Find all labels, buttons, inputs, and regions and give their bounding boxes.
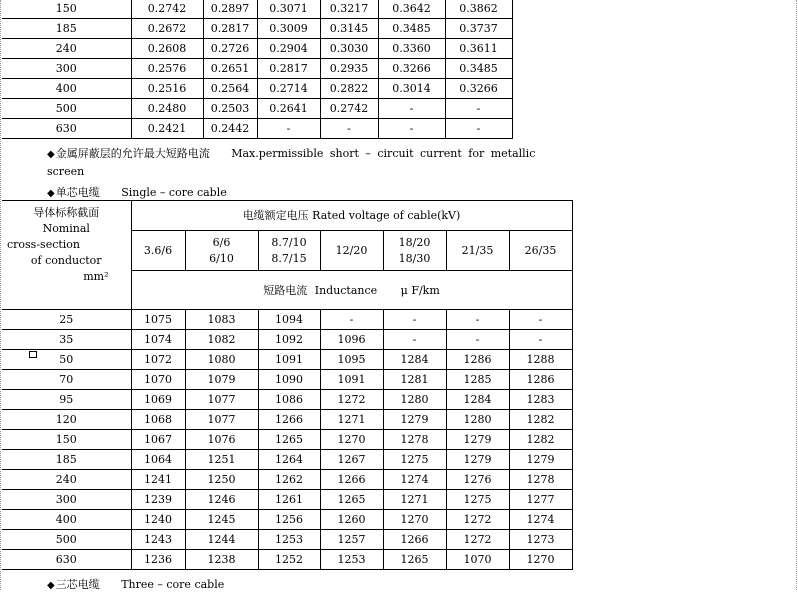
current-value-cell: 1077 [185,410,258,430]
current-value-cell: 1261 [258,490,320,510]
current-value-cell: 1075 [131,310,185,330]
current-value-cell: 1241 [131,470,185,490]
value-cell: 0.2817 [203,19,257,39]
current-value-cell: 1277 [509,490,572,510]
current-value-cell: 1238 [185,550,258,570]
value-cell: - [320,119,378,139]
current-value-cell: - [383,330,446,350]
current-value-cell: 1094 [258,310,320,330]
cross-section-cell: 300 [2,490,131,510]
value-cell: 0.2651 [203,59,257,79]
table-row [2,79,512,99]
value-cell: 0.2822 [320,79,378,99]
current-value-cell: 1283 [509,390,572,410]
table-row [2,370,572,390]
table-row [2,490,572,510]
current-value-cell: 1284 [446,390,509,410]
current-value-cell: 1240 [131,510,185,530]
current-value-cell: 1272 [446,510,509,530]
voltage-label: 6/10 [209,251,234,265]
table-row [2,99,512,119]
note-metallic-screen-zh: 金属屏蔽层的允许最大短路电流 [55,147,210,160]
current-value-cell: 1086 [258,390,320,410]
current-value-cell: 1265 [383,550,446,570]
voltage-header-cell [320,231,383,271]
voltage-label: 6/6 [212,235,231,249]
top-table-body [2,0,512,139]
resistance-table-top [2,0,513,139]
value-cell: 0.3611 [445,39,512,59]
cross-section-cell: 185 [2,450,131,470]
current-value-cell: 1253 [320,550,383,570]
header-inductance-en: Inductance [314,283,378,297]
table-row [2,0,512,19]
cross-section-cell: 630 [2,550,131,570]
current-value-cell: 1279 [446,430,509,450]
value-cell: - [378,119,445,139]
current-value-cell: 1275 [383,450,446,470]
current-value-cell: 1280 [383,390,446,410]
table-row [2,470,572,490]
value-cell: 0.3485 [445,59,512,79]
current-value-cell: 1244 [185,530,258,550]
current-value-cell: 1285 [446,370,509,390]
diamond-bullet-icon: ◆ [47,188,55,199]
cross-section-cell: 240 [2,39,131,59]
header-conductor-en1: Nominal [42,222,90,235]
header-inductance-zh: 短路电流 [263,283,308,297]
cross-section-cell: 500 [2,99,131,119]
current-value-cell: 1266 [320,470,383,490]
cross-section-cell: 185 [2,19,131,39]
cross-section-cell: 70 [2,370,131,390]
current-value-cell: 1274 [383,470,446,490]
current-value-cell: 1090 [258,370,320,390]
note-three-core [47,576,224,592]
cross-section-cell: 500 [2,530,131,550]
diamond-bullet-icon: ◆ [47,149,55,160]
cross-section-cell: 400 [2,510,131,530]
current-value-cell: 1271 [320,410,383,430]
header-rated-voltage: 电缆额定电压 Rated voltage of cable(kV) [131,201,572,231]
current-value-cell: 1236 [131,550,185,570]
cross-section-cell: 150 [2,430,131,450]
note-three-core-en: Three – core cable [121,578,225,591]
value-cell: 0.2742 [320,99,378,119]
table-row [2,450,572,470]
current-value-cell: 1256 [258,510,320,530]
table-row [2,310,572,330]
current-value-cell: 1282 [509,430,572,450]
value-cell: 0.2742 [131,0,203,19]
table-row [2,39,512,59]
value-cell: 0.3217 [320,0,378,19]
table-row [2,430,572,450]
voltage-header-cell [383,231,446,271]
voltage-label: 26/35 [524,243,557,257]
value-cell: 0.3485 [378,19,445,39]
cross-section-cell: 400 [2,79,131,99]
current-value-cell: 1262 [258,470,320,490]
current-value-cell: 1274 [509,510,572,530]
current-value-cell: 1257 [320,530,383,550]
current-value-cell: 1068 [131,410,185,430]
current-value-cell: 1264 [258,450,320,470]
cross-section-cell: 240 [2,470,131,490]
cross-section-cell: 50 [2,350,131,370]
value-cell: 0.3030 [320,39,378,59]
note-single-core-zh: 单芯电缆 [55,186,100,199]
value-cell: 0.3642 [378,0,445,19]
value-cell: 0.3266 [445,79,512,99]
current-value-cell: 1076 [185,430,258,450]
current-value-cell: 1251 [185,450,258,470]
value-cell: 0.2897 [203,0,257,19]
current-value-cell: - [383,310,446,330]
voltage-label: 18/20 [398,235,431,249]
current-value-cell: 1270 [509,550,572,570]
value-cell: 0.2421 [131,119,203,139]
value-cell: 0.2576 [131,59,203,79]
current-value-cell: 1070 [446,550,509,570]
current-value-cell: 1091 [320,370,383,390]
current-value-cell: 1278 [383,430,446,450]
current-value-cell: 1284 [383,350,446,370]
current-value-cell: 1276 [446,470,509,490]
current-value-cell: 1282 [509,410,572,430]
current-value-cell: 1067 [131,430,185,450]
current-value-cell: 1070 [131,370,185,390]
current-value-cell: - [320,310,383,330]
cross-section-cell: 630 [2,119,131,139]
current-value-cell: 1280 [446,410,509,430]
value-cell: 0.2714 [257,79,320,99]
diamond-bullet-icon: ◆ [47,580,55,591]
voltage-label: 21/35 [461,243,494,257]
current-value-cell: 1267 [320,450,383,470]
value-cell: 0.2564 [203,79,257,99]
value-cell: 0.3014 [378,79,445,99]
voltage-label: 8.7/10 [271,235,307,249]
current-value-cell: 1083 [185,310,258,330]
header-conductor-unit: mm² [83,270,109,283]
voltage-label: 8.7/15 [271,251,307,265]
current-value-cell: 1279 [446,450,509,470]
value-cell: - [445,99,512,119]
header-inductance [131,271,572,310]
current-value-cell: 1270 [383,510,446,530]
table-row [2,59,512,79]
selection-marker [29,351,37,358]
header-conductor-en2: cross-section [7,238,81,251]
value-cell: 0.3266 [378,59,445,79]
value-cell: 0.3145 [320,19,378,39]
value-cell: 0.2672 [131,19,203,39]
cross-section-cell: 35 [2,330,131,350]
cross-section-cell: 25 [2,310,131,330]
header-conductor-section [2,201,131,310]
note-single-core-en: Single – core cable [121,186,227,199]
voltage-header-cell [185,231,258,271]
short-circuit-current-table [2,200,573,570]
value-cell: 0.2516 [131,79,203,99]
current-value-cell: 1096 [320,330,383,350]
current-value-cell: 1266 [258,410,320,430]
current-value-cell: 1288 [509,350,572,370]
header-conductor-en3: of conductor [30,254,102,267]
value-cell: 0.3071 [257,0,320,19]
table-row [2,350,572,370]
note-metallic-screen-en: Max.permissible short – circuit current for metallic [231,147,536,160]
current-value-cell: 1072 [131,350,185,370]
value-cell: 0.2608 [131,39,203,59]
current-value-cell: 1265 [258,430,320,450]
current-value-cell: 1092 [258,330,320,350]
current-value-cell: 1279 [509,450,572,470]
value-cell: 0.3009 [257,19,320,39]
value-cell: - [445,119,512,139]
current-value-cell: 1266 [383,530,446,550]
current-value-cell: 1246 [185,490,258,510]
header-conductor-zh: 导体标称截面 [33,206,100,219]
current-value-cell: - [446,330,509,350]
current-value-cell: 1243 [131,530,185,550]
current-value-cell: 1286 [446,350,509,370]
value-cell: 0.2442 [203,119,257,139]
current-value-cell: 1064 [131,450,185,470]
cross-section-cell: 95 [2,390,131,410]
current-value-cell: 1278 [509,470,572,490]
table-row [2,410,572,430]
current-value-cell: 1281 [383,370,446,390]
note-three-core-zh: 三芯电缆 [55,578,100,591]
value-cell: 0.2935 [320,59,378,79]
current-value-cell: 1265 [320,490,383,510]
table-row [2,390,572,410]
current-value-cell: 1245 [185,510,258,530]
value-cell: 0.2503 [203,99,257,119]
value-cell: - [378,99,445,119]
current-value-cell: - [509,330,572,350]
table-row [2,530,572,550]
voltage-header-cell [258,231,320,271]
current-value-cell: 1271 [383,490,446,510]
table-row [2,510,572,530]
current-value-cell: 1270 [320,430,383,450]
current-value-cell: 1069 [131,390,185,410]
value-cell: 0.3737 [445,19,512,39]
note-metallic-screen-cont: screen [47,165,85,178]
current-value-cell: 1286 [509,370,572,390]
note-metallic-screen [47,145,535,161]
main-table-body [2,201,572,570]
value-cell: 0.2817 [257,59,320,79]
current-value-cell: 1273 [509,530,572,550]
current-value-cell: 1080 [185,350,258,370]
cross-section-cell: 120 [2,410,131,430]
current-value-cell: 1272 [446,530,509,550]
table-row [2,330,572,350]
voltage-label: 12/20 [335,243,368,257]
current-value-cell: - [509,310,572,330]
current-value-cell: 1253 [258,530,320,550]
table-row [2,550,572,570]
table-row [2,119,512,139]
current-value-cell: 1279 [383,410,446,430]
cross-section-cell: 150 [2,0,131,19]
current-value-cell: 1272 [320,390,383,410]
current-value-cell: 1079 [185,370,258,390]
value-cell: 0.3862 [445,0,512,19]
voltage-label: 18/30 [398,251,431,265]
cross-section-cell: 300 [2,59,131,79]
current-value-cell: 1082 [185,330,258,350]
current-value-cell: 1252 [258,550,320,570]
value-cell: 0.2641 [257,99,320,119]
current-value-cell: 1250 [185,470,258,490]
current-value-cell: 1239 [131,490,185,510]
voltage-header-cell [131,231,185,271]
current-value-cell: 1074 [131,330,185,350]
note-single-core [47,184,227,200]
voltage-header-cell [446,231,509,271]
current-value-cell: 1077 [185,390,258,410]
value-cell: 0.2726 [203,39,257,59]
value-cell: 0.2904 [257,39,320,59]
header-inductance-unit: μ F/km [400,283,440,297]
current-value-cell: - [446,310,509,330]
voltage-header-cell [509,231,572,271]
voltage-label: 3.6/6 [143,243,173,257]
value-cell: 0.3360 [378,39,445,59]
value-cell: 0.2480 [131,99,203,119]
current-value-cell: 1275 [446,490,509,510]
value-cell: - [257,119,320,139]
current-value-cell: 1095 [320,350,383,370]
table-row [2,19,512,39]
current-value-cell: 1260 [320,510,383,530]
current-value-cell: 1091 [258,350,320,370]
